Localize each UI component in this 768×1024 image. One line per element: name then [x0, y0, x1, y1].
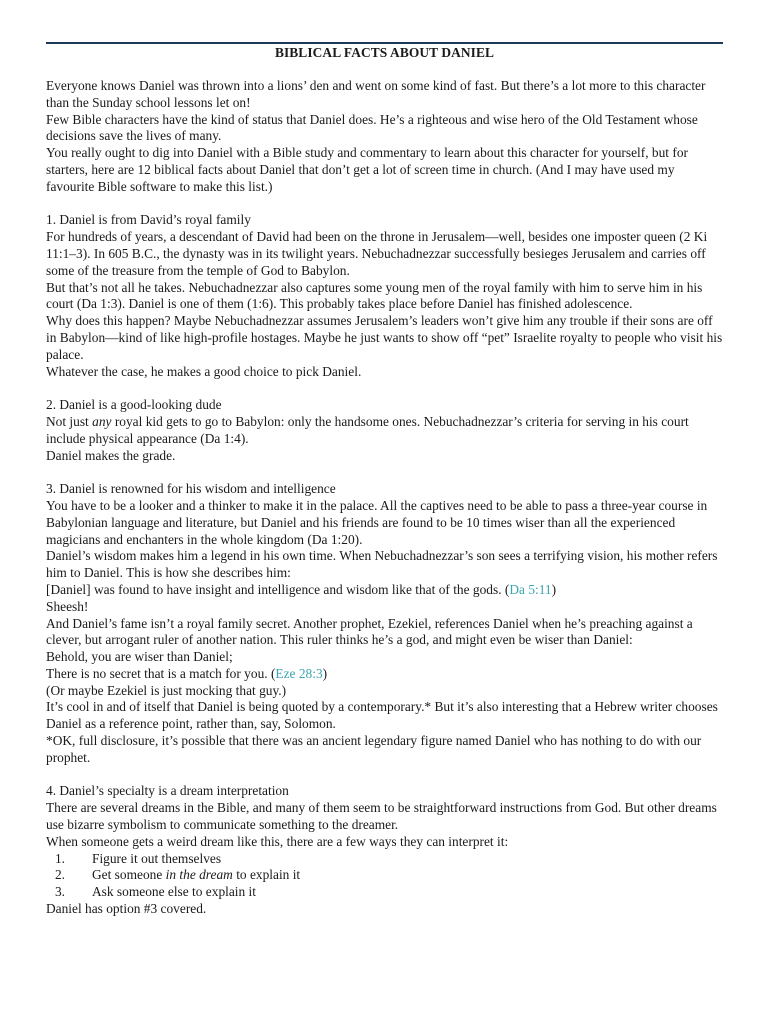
body-paragraph: It’s cool in and of itself that Daniel is being quoted by a contemporary.* But it’s also interesting that a Hebrew writer chooses Daniel as a reference point, rather than, say, Solomon.: [46, 699, 718, 732]
list-text: Get someone in the dream to explain it: [92, 867, 301, 883]
body-paragraph: When someone gets a weird dream like this, there are a few ways they can interpret it:: [46, 833, 509, 849]
document-page: [46, 42, 723, 918]
intro-paragraph: You really ought to dig into Daniel with a Bible study and commentary to learn about this character for yourself, but for starters, here are 12 biblical facts about Daniel that don’t get a lot of screen time in church. (And I may have used my favourite Bible software to make this list.): [46, 145, 688, 194]
body-paragraph: Daniel’s wisdom makes him a legend in his own time. When Nebuchadnezzar’s son sees a terrifying vision, his mother refers him to Daniel. This is how she describes him:: [46, 548, 718, 581]
body-paragraph: Sheesh!: [46, 598, 89, 614]
document-title: BIBLICAL FACTS ABOUT DANIEL: [274, 45, 495, 60]
section-heading: 1. Daniel is from David’s royal family: [46, 212, 251, 228]
list-item: [46, 884, 723, 901]
body-paragraph: Not just any royal kid gets to go to Babylon: only the handsome ones. Nebuchadnezzar’s criteria for serving in his court include physical appearance (Da 1:4).: [46, 413, 689, 446]
body-paragraph: Daniel makes the grade.: [46, 447, 176, 463]
body-paragraph: For hundreds of years, a descendant of David had been on the throne in Jerusalem—well, besides one imposter queen (2 Ki 11:1–3). In 605 B.C., the dynasty was in its twilight years. Nebuchadnezzar successfully besieges Jerusalem and carries off some of the treasure from the temple of God to Babylon.: [46, 229, 708, 278]
body-paragraph: You have to be a looker and a thinker to make it in the palace. All the captives need to be able to pass a three-year course in Babylonian language and literature, but Daniel and his friends are found to be 10 times wiser than all the experienced magicians and enchanters in the whole kingdom (Da 1:20).: [46, 497, 708, 547]
scripture-link[interactable]: Eze 28:3: [275, 665, 323, 681]
quote-paragraph: [Daniel] was found to have insight and intelligence and wisdom like that of the gods. (Da 5:11): [46, 581, 557, 597]
body-paragraph: Daniel has option #3 covered.: [46, 901, 207, 917]
quote-line: Behold, you are wiser than Daniel;: [46, 649, 233, 665]
scripture-link[interactable]: Da 5:11: [509, 581, 552, 597]
list-number: 1.: [54, 850, 65, 866]
body-paragraph: Whatever the case, he makes a good choice to pick Daniel.: [46, 363, 362, 379]
intro-paragraph: Everyone knows Daniel was thrown into a lions’ den and went on some kind of fast. But there’s a lot more to this character than the Sunday school lessons let on!: [46, 78, 706, 110]
list-number: 2.: [54, 867, 65, 883]
list-item: [46, 867, 723, 884]
list-item: [46, 851, 723, 868]
emphasis: any: [92, 413, 112, 429]
body-paragraph: There are several dreams in the Bible, and many of them seem to be straightforward instructions from God. But other dreams use bizarre symbolism to communicate something to the dreamer.: [46, 800, 717, 833]
intro-paragraph: Few Bible characters have the kind of status that Daniel does. He’s a righteous and wise hero of the Old Testament whose decisions save the lives of many.: [46, 111, 698, 144]
footnote-paragraph: *OK, full disclosure, it’s possible that there was an ancient legendary figure named Daniel who has nothing to do with our prophet.: [46, 733, 702, 765]
emphasis: in the dream: [165, 867, 233, 883]
body-paragraph: But that’s not all he takes. Nebuchadnezzar also captures some young men of the royal family with him to serve him in his court (Da 1:3). Daniel is one of them (1:6). This probably takes place before Daniel has finished adolescence.: [46, 279, 703, 312]
list-text: Figure it out themselves: [92, 850, 222, 866]
body-paragraph: And Daniel’s fame isn’t a royal family secret. Another prophet, Ezekiel, references Daniel when he’s preaching against a clever, but arrogant ruler of another nation. This ruler thinks he’s a god, and might even be wiser than Daniel:: [46, 615, 693, 648]
section-heading: 4. Daniel’s specialty is a dream interpretation: [46, 783, 289, 799]
section-heading: 3. Daniel is renowned for his wisdom and intelligence: [46, 481, 336, 497]
section-heading: 2. Daniel is a good-looking dude: [46, 397, 222, 413]
body-paragraph: Why does this happen? Maybe Nebuchadnezzar assumes Jerusalem’s leaders won’t give him any trouble if their sons are off in Babylon—kind of like high-profile hostages. Maybe he just wants to show off “pet” Israelite royalty to people who visit his palace.: [46, 313, 723, 362]
list-text: Ask someone else to explain it: [92, 884, 257, 900]
body-paragraph: (Or maybe Ezekiel is just mocking that guy.): [46, 682, 287, 698]
quote-line: There is no secret that is a match for you. (Eze 28:3): [46, 665, 328, 681]
list-number: 3.: [54, 884, 65, 900]
